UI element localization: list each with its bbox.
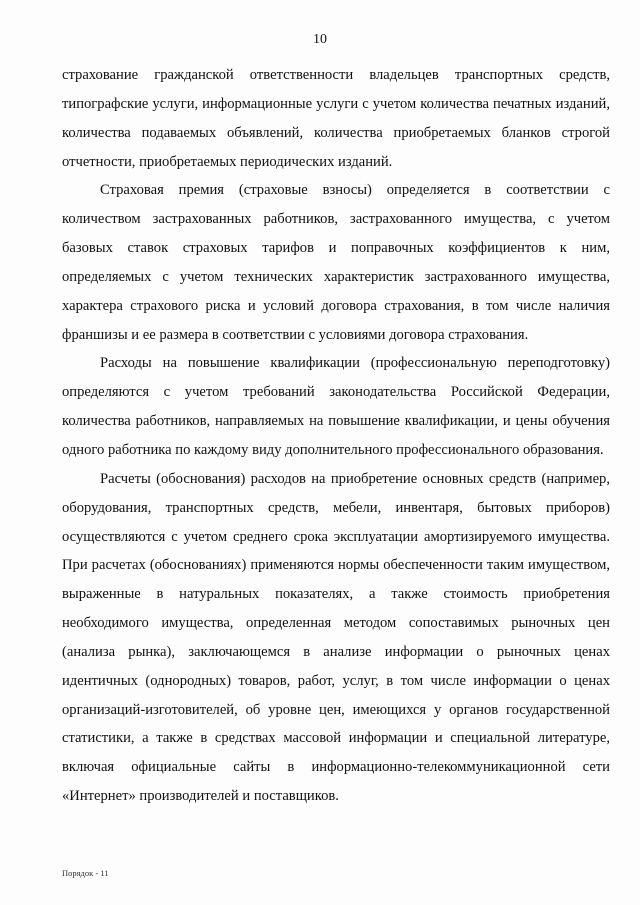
paragraph-qualification-expenses: Расходы на повышение квалификации (профессиональную переподготовку) определяются с учетом требований законодательства Российской Федерации, количества работников, направляемых на повышение квалификации, и цены обучения одного работника по каждому виду дополнительного профессионального образования.: [62, 355, 610, 458]
body-text: [62, 61, 610, 811]
paragraph-fixed-assets: Расчеты (обоснования) расходов на приобретение основных средств (например, оборудования, транспортных средств, мебели, инвентаря, бытовых приборов) осуществляются с учетом среднего срока эксплуатации амортизируемого имущества. При расчетах (обоснованиях) применяются нормы обеспеченности таким имуществом, выраженные в натуральных показателях, а также стоимость приобретения необходимого имущества, определенная методом сопоставимых рыночных цен (анализа рынка), заключающемся в анализе информации о рыночных ценах идентичных (однородных) товаров, работ, услуг, в том числе информации о ценах организаций-изготовителей, об уровне цен, имеющихся у органов государственной статистики, а также в средствах массовой информации и специальной литературе, включая официальные сайты в информационно-телекоммуникационной сети «Интернет» производителей и поставщиков.: [62, 470, 610, 805]
page-number: 10: [313, 32, 327, 47]
footer-note: Порядок - 11: [62, 868, 109, 878]
paragraph-insurance-premium: Страховая премия (страховые взносы) определяется в соответствии с количеством застрахованных работников, застрахованного имущества, с учетом базовых ставок страховых тарифов и поправочных коэффициентов к ним, определяемых с учетом технических характеристик застрахованного имущества, характера страхового риска и условий договора страхования, в том числе наличия франшизы и ее размера в соответствии с условиями договора страхования.: [62, 182, 610, 343]
paragraph-continuation: страхование гражданской ответственности владельцев транспортных средств, типографские услуги, информационные услуги с учетом количества печатных изданий, количества подаваемых объявлений, количества приобретаемых бланков строгой отчетности, приобретаемых периодических изданий.: [62, 67, 610, 170]
